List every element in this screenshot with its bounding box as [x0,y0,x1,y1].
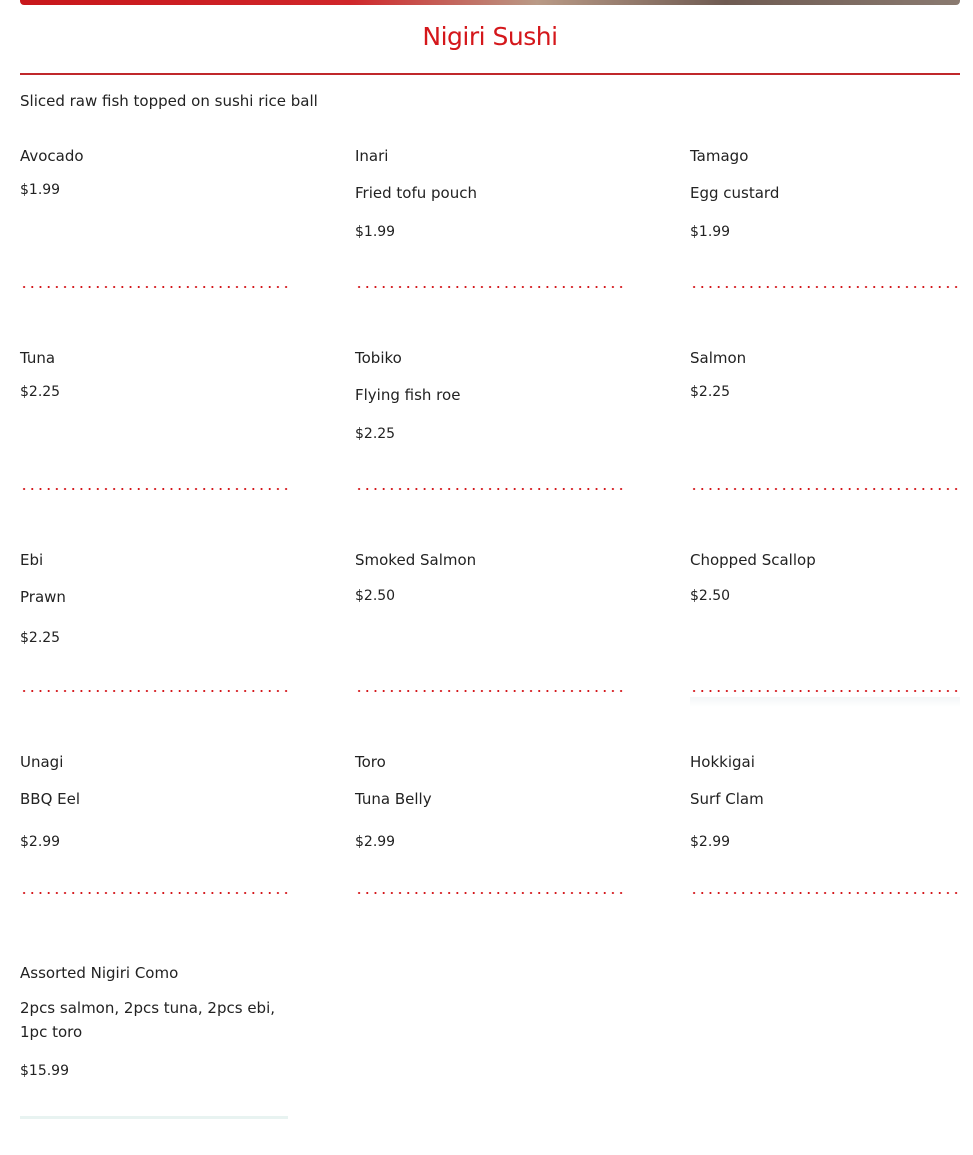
menu-item-assorted-nigiri-combo [20,953,290,1155]
dotted-divider [690,891,960,895]
dotted-divider [355,285,625,289]
menu-item-description: BBQ Eel [20,790,81,808]
menu-item-name: Salmon [690,349,747,367]
menu-item-description: Fried tofu pouch [355,184,477,202]
menu-item-name: Avocado [20,147,84,165]
menu-item-tuna [20,347,290,549]
menu-item-price: $1.99 [20,182,61,198]
menu-item-name: Chopped Scallop [690,551,816,569]
menu-item-name: Inari [355,147,389,165]
menu-item-price: $2.50 [355,588,396,604]
menu-item-price: $2.25 [20,630,61,646]
menu-item-price: $2.99 [690,834,731,850]
menu-item-price: $2.25 [20,384,61,400]
menu-item-name: Toro [355,753,386,771]
menu-item-name: Ebi [20,551,44,569]
menu-item-price: $2.25 [690,384,731,400]
menu-item-name: Tobiko [355,349,402,367]
section-subtitle: Sliced raw fish topped on sushi rice ball [20,92,318,110]
dotted-divider [690,689,960,693]
menu-item-description: Egg custard [690,184,780,202]
menu-item-name: Tamago [690,147,749,165]
menu-item-name: Assorted Nigiri Como [20,964,179,982]
header-banner-image [20,0,960,5]
menu-item-tamago [690,145,960,347]
menu-item-price: $2.50 [690,588,731,604]
menu-grid [20,145,960,1155]
menu-item-chopped-scallop [690,549,960,751]
menu-item-unagi [20,751,290,953]
menu-item-hokkigai [690,751,960,953]
menu-item-inari [355,145,625,347]
dotted-divider [690,487,960,491]
menu-item-price: $2.99 [20,834,61,850]
dotted-divider [355,487,625,491]
dotted-divider [20,487,290,491]
section-title: Nigiri Sushi [422,22,558,51]
card-shadow-hint [690,697,960,707]
title-divider [20,73,960,75]
dotted-divider [20,891,290,895]
menu-item-price: $2.25 [355,426,396,442]
menu-item-avocado [20,145,290,347]
dotted-divider [690,285,960,289]
dotted-divider [20,689,290,693]
menu-item-description: 2pcs salmon, 2pcs tuna, 2pcs ebi, 1pc toro [20,999,275,1041]
menu-item-price: $15.99 [20,1063,69,1079]
menu-item-tobiko [355,347,625,549]
menu-item-name: Tuna [20,349,56,367]
menu-item-name: Smoked Salmon [355,551,477,569]
menu-item-name: Hokkigai [690,753,755,771]
menu-item-ebi [20,549,290,751]
menu-item-description: Prawn [20,588,66,606]
menu-item-name: Unagi [20,753,64,771]
dotted-divider [20,285,290,289]
menu-item-price: $1.99 [355,224,396,240]
dotted-divider [355,689,625,693]
menu-item-toro [355,751,625,953]
menu-item-price: $1.99 [690,224,731,240]
menu-item-description: Surf Clam [690,790,764,808]
menu-item-smoked-salmon [355,549,625,751]
dotted-divider [355,891,625,895]
menu-item-description: Flying fish roe [355,386,461,404]
menu-item-salmon [690,347,960,549]
menu-item-description: Tuna Belly [355,790,432,808]
menu-item-price: $2.99 [355,834,396,850]
